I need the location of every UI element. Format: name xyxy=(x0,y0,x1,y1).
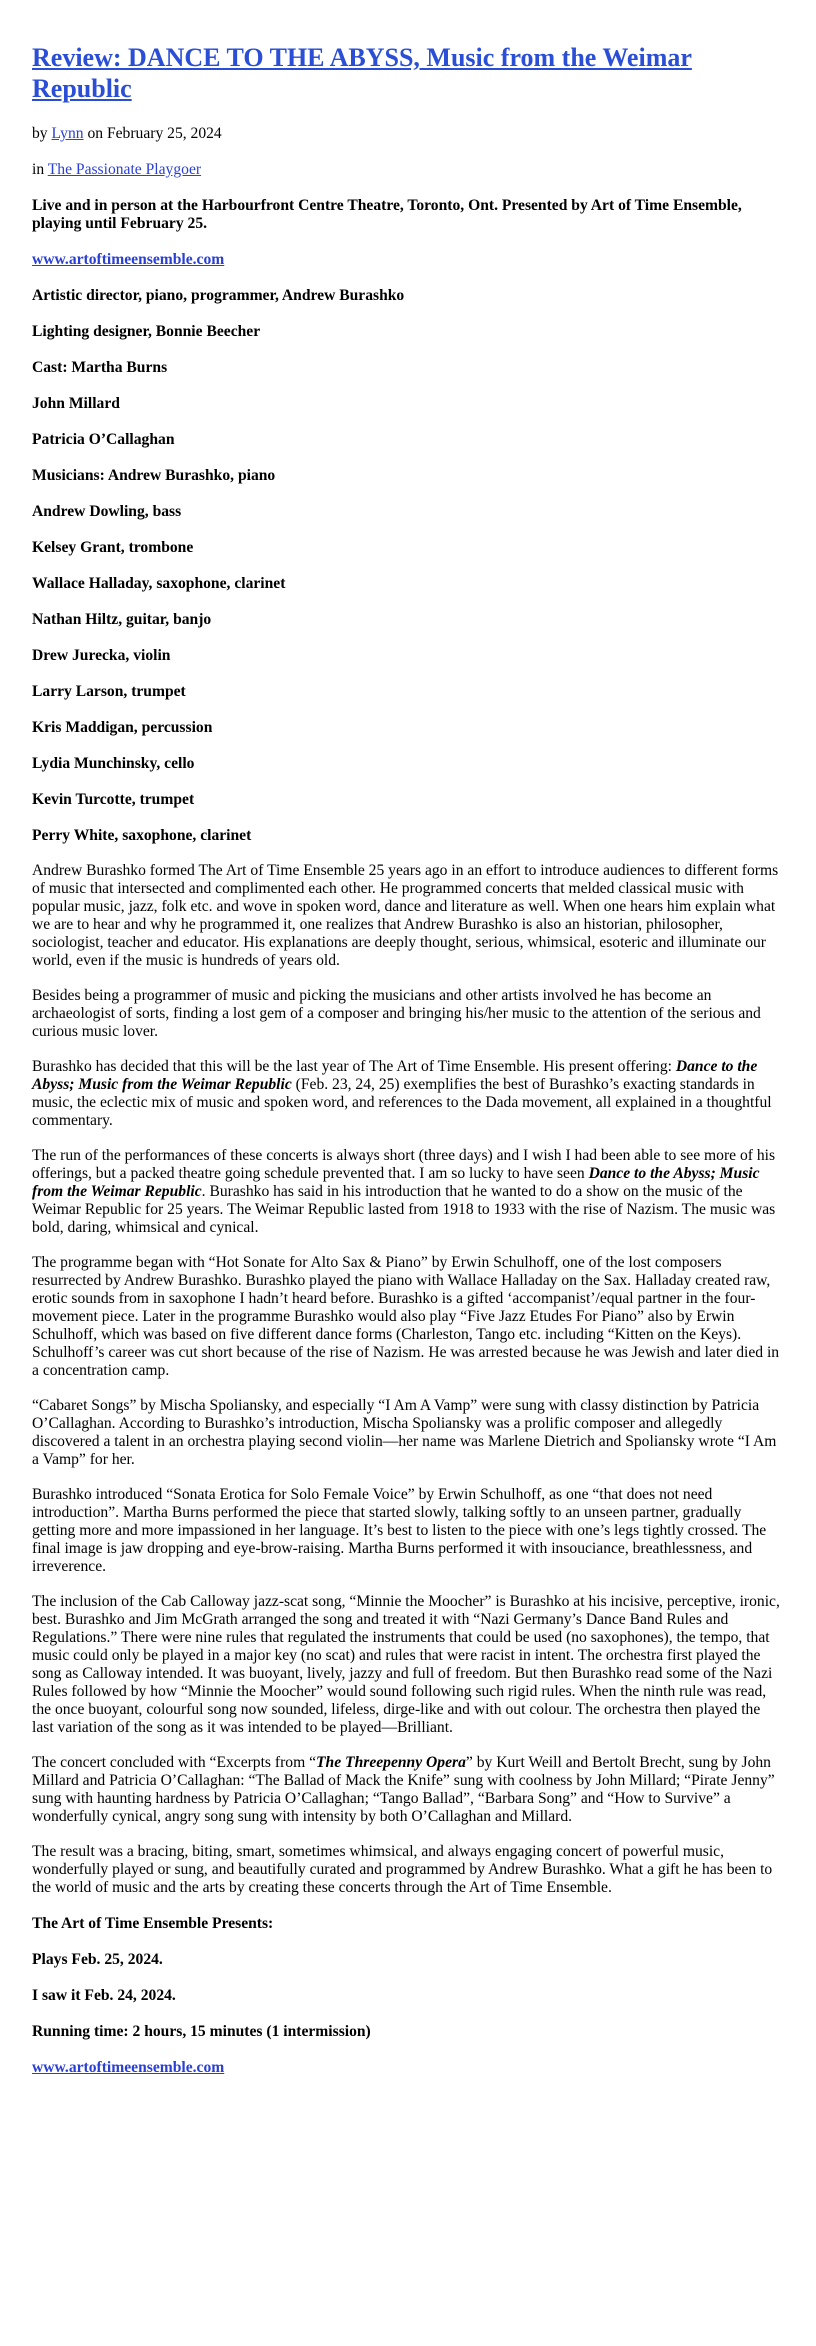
body-paragraph xyxy=(32,1754,784,1826)
credit-line: Larry Larson, trumpet xyxy=(32,683,186,700)
body-paragraph: Andrew Burashko formed The Art of Time Ensemble 25 years ago in an effort to introduce audiences to different forms of music that intersected and complimented each other. He programmed concerts that melded classical music with popular music, jazz, folk etc. and wove in spoken word, dance and literature as well. When one hears him explain what we are to hear and why he programmed it, one realizes that Andrew Burashko is also an historian, philosopher, sociologist, teacher and educator. His explanations are deeply thought, serious, whimsical, esoteric and illuminate our world, even if the music is hundreds of years old. xyxy=(32,862,779,969)
credit-line: Lighting designer, Bonnie Beecher xyxy=(32,323,261,340)
credit-line: Andrew Dowling, bass xyxy=(32,503,182,520)
footer-website-line xyxy=(32,2059,784,2077)
presents-line: The Art of Time Ensemble Presents: xyxy=(32,1915,274,1932)
byline-prefix: by xyxy=(32,125,52,142)
text-run: Burashko has decided that this will be the last year of The Art of Time Ensemble. His present offering: xyxy=(32,1058,676,1075)
article-title-link[interactable]: Review: DANCE TO THE ABYSS, Music from the Weimar Republic xyxy=(32,43,692,103)
credit-line: Perry White, saxophone, clarinet xyxy=(32,827,252,844)
credit-line: Artistic director, piano, programmer, Andrew Burashko xyxy=(32,287,405,304)
credit-line: Lydia Munchinsky, cello xyxy=(32,755,195,772)
show-title: Dance to the Abyss; Music from the Weimar Republic xyxy=(32,1165,760,1200)
website-link[interactable]: www.artoftimeensemble.com xyxy=(32,251,225,268)
text-run: (Feb. 23, 24, 25) exemplifies the best of Burashko’s exacting standards in music, the eclectic mix of music and spoken word, and references to the Dada movement, all explained in a thoughtful commentary. xyxy=(32,1076,772,1129)
credit-line: Wallace Halladay, saxophone, clarinet xyxy=(32,575,286,592)
body-paragraph: The inclusion of the Cab Calloway jazz-scat song, “Minnie the Moocher” is Burashko at his incisive, perceptive, ironic, best. Burashko and Jim McGrath arranged the song and treated it with “Nazi Germany’s Dance Band Rules and Regulations.” There were nine rules that regulated the instruments that could be used (no saxophones), the tempo, that music could only be played in a major key (no scat) and rules that were racist in intent. The orchestra first played the song as Calloway intended. It was buoyant, lively, jazzy and full of freedom. But then Burashko read some of the Nazi Rules followed by how “Minnie the Moocher” would sound following such rigid rules. When the ninth rule was read, the once buoyant, colourful song now sounded, lifeless, dirge-like and with out colour. The orchestra then played the last variation of the song as it was intended to be played—Brilliant. xyxy=(32,1593,780,1736)
category-line xyxy=(32,161,784,179)
body-paragraph xyxy=(32,1147,784,1237)
category-link[interactable]: The Passionate Playgoer xyxy=(47,161,202,178)
body-paragraph: Burashko introduced “Sonata Erotica for Solo Female Voice” by Erwin Schulhoff, as one “that does not need introduction”. Martha Burns performed the piece that started slowly, talking softly to an unseen partner, gradually getting more and more impassioned in her language. It’s best to listen to the piece with one’s legs tightly crossed. The final image is jaw dropping and eye-brow-raising. Martha Burns performed it with insouciance, breathlessness, and irreverence. xyxy=(32,1486,767,1575)
category-prefix: in xyxy=(32,161,48,178)
show-title: Dance to the Abyss; Music from the Weimar Republic xyxy=(32,1058,758,1093)
text-run: . Burashko has said in his introduction that he wanted to do a show on the music of the Weimar Republic for 25 years. The Weimar Republic lasted from 1918 to 1933 with the rise of Nazism. The music was bold, daring, whimsical and cynical. xyxy=(32,1183,776,1236)
article xyxy=(0,42,816,2077)
byline-date: on February 25, 2024 xyxy=(83,125,222,142)
credit-line: Kris Maddigan, percussion xyxy=(32,719,213,736)
body-paragraph xyxy=(32,1058,784,1130)
credit-line: John Millard xyxy=(32,395,120,412)
website-line xyxy=(32,251,784,269)
footer-website-link[interactable]: www.artoftimeensemble.com xyxy=(32,2059,225,2076)
article-title xyxy=(32,42,784,104)
credit-line: Musicians: Andrew Burashko, piano xyxy=(32,467,276,484)
body-paragraph: The result was a bracing, biting, smart, sometimes whimsical, and always engaging concert of powerful music, wonderfully played or sung, and beautifully curated and programmed by Andrew Burashko. What a gift he has been to the world of music and the arts by creating these concerts through the Art of Time Ensemble. xyxy=(32,1843,773,1896)
byline xyxy=(32,125,784,143)
lead-paragraph: Live and in person at the Harbourfront Centre Theatre, Toronto, Ont. Presented by Art of Time Ensemble, playing until February 25. xyxy=(32,197,742,232)
text-run: ” by Kurt Weill and Bertolt Brecht, sung by John Millard and Patricia O’Callaghan: “The Ballad of Mack the Knife” sung with coolness by John Millard; “Pirate Jenny” sung with haunting hardness by Patricia O’Callaghan; “Tango Ballad”, “Barbara Song” and “How to Survive” a wonderfully cynical, angry song sung with intensity by both O’Callaghan and Millard. xyxy=(32,1754,775,1825)
credit-line: Nathan Hiltz, guitar, banjo xyxy=(32,611,212,628)
saw-line: I saw it Feb. 24, 2024. xyxy=(32,1987,176,2004)
body-paragraph: “Cabaret Songs” by Mischa Spoliansky, and especially “I Am A Vamp” were sung with classy distinction by Patricia O’Callaghan. According to Burashko’s introduction, Mischa Spoliansky was a prolific composer and allegedly discovered a talent in an orchestra playing second violin—her name was Marlene Dietrich and Spoliansky wrote “I Am a Vamp” for her. xyxy=(32,1397,777,1468)
credit-line: Cast: Martha Burns xyxy=(32,359,168,376)
credit-line: Patricia O’Callaghan xyxy=(32,431,175,448)
running-time-line: Running time: 2 hours, 15 minutes (1 intermission) xyxy=(32,2023,371,2040)
opera-title: The Threepenny Opera xyxy=(316,1754,466,1771)
body-paragraph: Besides being a programmer of music and picking the musicians and other artists involved he has become an archaeologist of sorts, finding a lost gem of a composer and bringing his/her music to the attention of the serious and curious music lover. xyxy=(32,987,761,1040)
plays-line: Plays Feb. 25, 2024. xyxy=(32,1951,163,1968)
body-paragraph: The programme began with “Hot Sonate for Alto Sax & Piano” by Erwin Schulhoff, one of the lost composers resurrected by Andrew Burashko. Burashko played the piano with Wallace Halladay on the Sax. Halladay created raw, erotic sounds from in saxophone I hadn’t heard before. Burashko is a gifted ‘accompanist’/equal partner in the four-movement piece. Later in the programme Burashko would also play “Five Jazz Etudes For Piano” also by Erwin Schulhoff, which was based on five different dance forms (Charleston, Tango etc. including “Kitten on the Keys). Schulhoff’s career was cut short because of the rise of Nazism. He was arrested because he was Jewish and later died in a concentration camp. xyxy=(32,1254,780,1379)
text-run: The run of the performances of these concerts is always short (three days) and I wish I had been able to see more of his offerings, but a packed theatre going schedule prevented that. I am so lucky to have seen xyxy=(32,1147,776,1182)
author-link[interactable]: Lynn xyxy=(51,125,84,142)
credit-line: Drew Jurecka, violin xyxy=(32,647,171,664)
text-run: The concert concluded with “Excerpts from “ xyxy=(32,1754,317,1771)
credit-line: Kelsey Grant, trombone xyxy=(32,539,194,556)
credit-line: Kevin Turcotte, trumpet xyxy=(32,791,195,808)
